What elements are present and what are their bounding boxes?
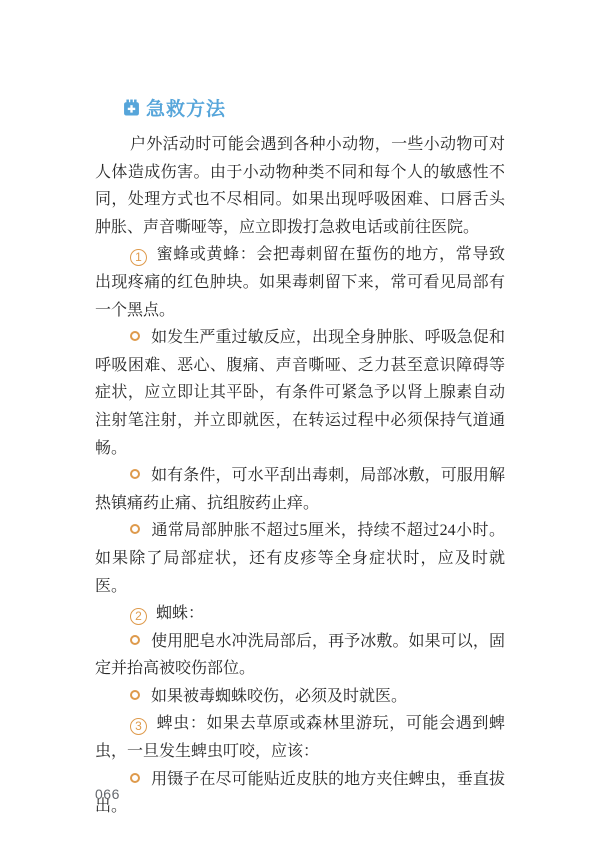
paragraph-text: 如发生严重过敏反应，出现全身肿胀、呼吸急促和呼吸困难、恶心、腹痛、声音嘶哑、乏力甚至意识障碍等症状，应立即让其平卧，有条件可紧急予以肾上腺素自动注射笔注射，并立即就医，在转运过程中必须保持气道通畅。	[95, 329, 505, 457]
paragraph	[95, 710, 505, 765]
section-heading-label: 急救方法	[146, 99, 227, 120]
paragraph-text: 蜘蛛：	[156, 605, 205, 623]
circled-number-icon: 3	[130, 718, 147, 735]
paragraph-text: 使用肥皂水冲洗局部后，再予冰敷。如果可以，固定并抬高被咬伤部位。	[95, 632, 505, 678]
paragraph	[95, 600, 505, 628]
paragraph	[95, 462, 505, 517]
paragraph-text: 通常局部肿胀不超过5厘米，持续不超过24小时。如果除了局部症状，还有皮疹等全身症状时，应及时就医。	[95, 522, 505, 595]
bullet-ring-icon	[130, 635, 140, 645]
paragraph-text: 用镊子在尽可能贴近皮肤的地方夹住蜱虫，垂直拔出。	[95, 770, 505, 816]
paragraph-text: 户外活动时可能会遇到各种小动物，一些小动物可对人体造成伤害。由于小动物种类不同和每个人的敏感性不同，处理方式也不尽相同。如果出现呼吸困难、口唇舌头肿胀、声音嘶哑等，应立即拨打急救电话或前往医院。	[95, 136, 505, 236]
paragraph-text: 蜜蜂或黄蜂：会把毒刺留在蜇伤的地方，常导致出现疼痛的红色肿块。如果毒刺留下来，常可看见局部有一个黑点。	[95, 246, 505, 319]
section-heading	[123, 94, 226, 121]
bullet-ring-icon	[130, 331, 140, 341]
paragraph	[95, 517, 505, 600]
paragraph	[95, 131, 505, 241]
bullet-ring-icon	[130, 524, 140, 534]
content-area	[95, 131, 505, 821]
circled-number-icon: 2	[130, 608, 147, 625]
bullet-ring-icon	[130, 690, 140, 700]
bullet-ring-icon	[130, 469, 140, 479]
page-number: 066	[95, 786, 120, 802]
paragraph	[95, 628, 505, 683]
paragraph-text: 蜱虫：如果去草原或森林里游玩，可能会遇到蜱虫，一旦发生蜱虫叮咬，应该：	[95, 715, 505, 761]
circled-number-icon: 1	[130, 249, 147, 266]
paragraph	[95, 324, 505, 462]
paragraph	[95, 683, 505, 711]
paragraph-text: 如果被毒蜘蛛咬伤，必须及时就医。	[151, 687, 408, 705]
paragraph-text: 如有条件，可水平刮出毒刺，局部冰敷，可服用解热镇痛药止痛、抗组胺药止痒。	[95, 467, 505, 512]
first-aid-kit-icon	[123, 99, 140, 116]
paragraph	[95, 241, 505, 324]
paragraph	[95, 766, 505, 821]
bullet-ring-icon	[130, 773, 140, 783]
